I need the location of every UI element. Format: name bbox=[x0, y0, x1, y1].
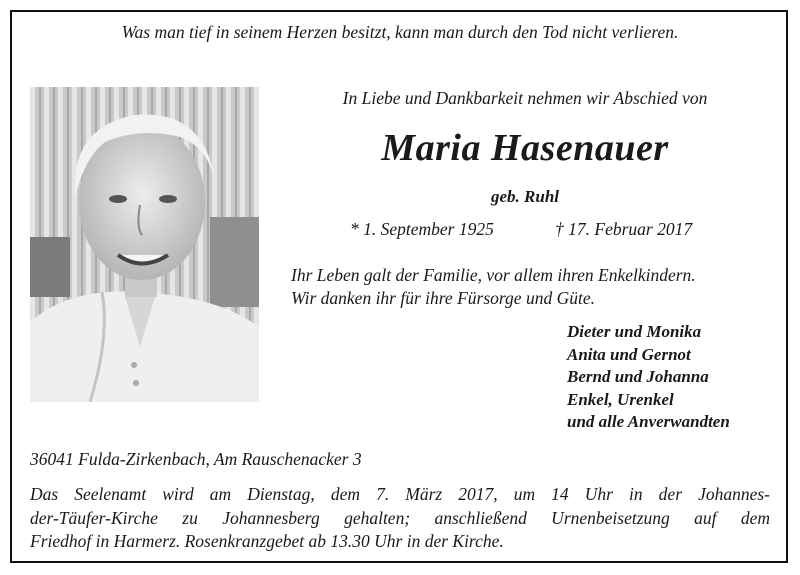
birth-name: geb. Ruhl bbox=[490, 187, 560, 206]
service-info bbox=[30, 483, 770, 554]
intro-line: In Liebe und Dankbarkeit nehmen wir Abschied von bbox=[342, 88, 708, 108]
mourner-entry: Dieter und Monika bbox=[567, 322, 702, 341]
birth-date: * 1. September 1925 bbox=[350, 219, 494, 239]
mourner-entry: Enkel, Urenkel bbox=[567, 389, 674, 409]
service-line: Das Seelenamt wird am Dienstag, dem 7. März 2017, um 14 Uhr in der Johannes- bbox=[30, 484, 770, 504]
motto-quote: Was man tief in seinem Herzen besitzt, kann man durch den Tod nicht verlieren. bbox=[121, 22, 679, 42]
deceased-name: Maria Hasenauer bbox=[381, 127, 669, 169]
portrait-photo bbox=[30, 87, 259, 402]
mourner-entry: Bernd und Johanna bbox=[567, 367, 709, 386]
death-date: † 17. Februar 2017 bbox=[555, 219, 693, 239]
tribute-text bbox=[291, 264, 781, 310]
tribute-line: Ihr Leben galt der Familie, vor allem ihren Enkelkindern. bbox=[291, 265, 696, 285]
tribute-line: Wir danken ihr für ihre Fürsorge und Güte. bbox=[291, 288, 595, 308]
service-line: der-Täufer-Kirche zu Johannesberg gehalten; anschließend Urnenbeisetzung auf dem bbox=[30, 507, 770, 528]
mourner-entry: und alle Anverwandten bbox=[567, 412, 730, 431]
family-address: 36041 Fulda-Zirkenbach, Am Rauschenacker 3 bbox=[30, 449, 362, 469]
mourner-entry: Anita und Gernot bbox=[567, 344, 691, 364]
service-line: Friedhof in Harmerz. Rosenkranzgebet ab 13.30 Uhr in der Kirche. bbox=[30, 531, 504, 551]
mourners-list bbox=[567, 321, 777, 434]
